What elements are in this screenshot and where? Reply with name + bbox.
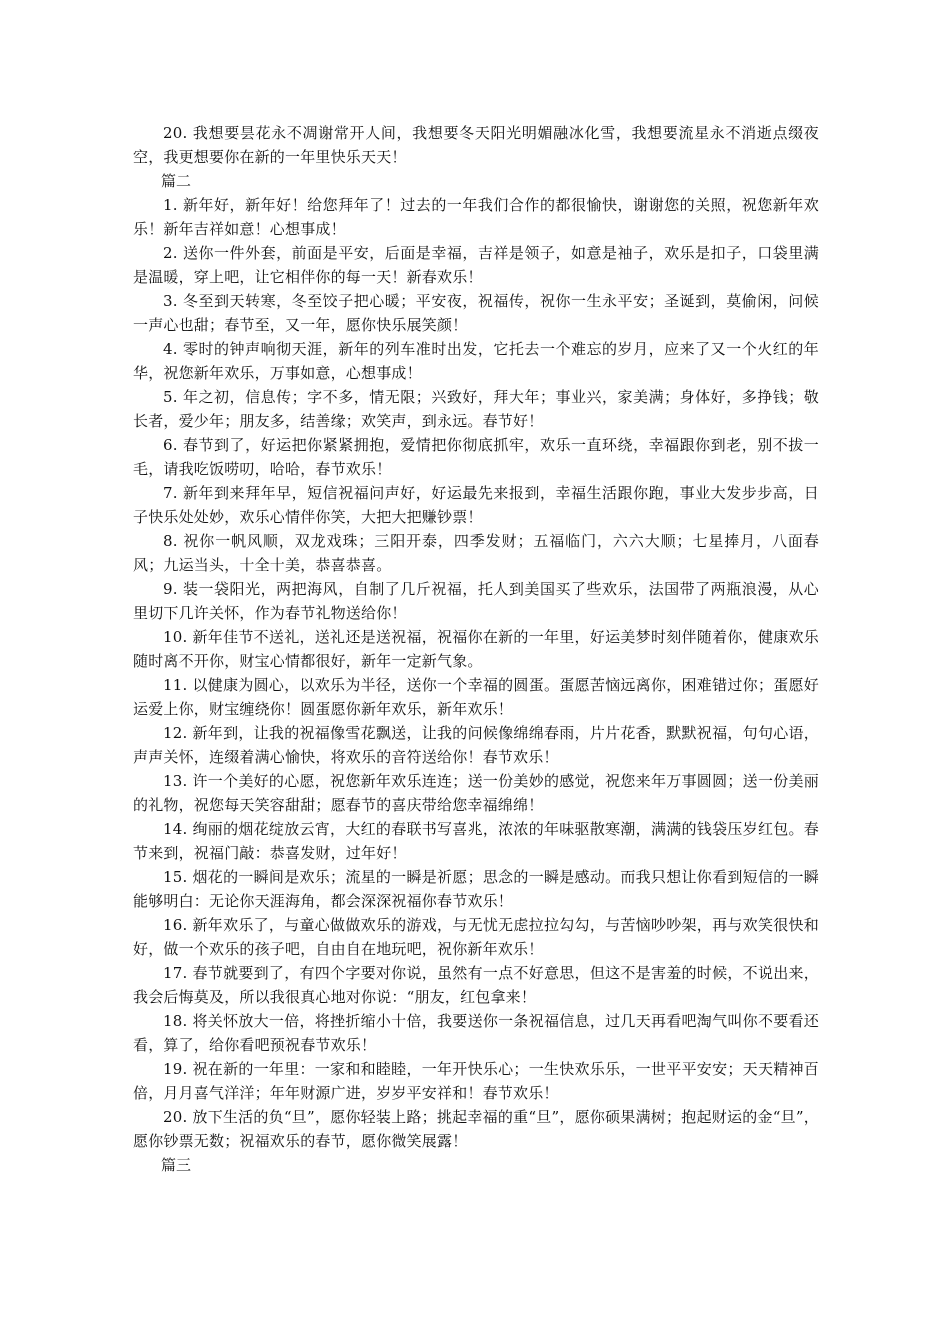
section-heading-part2: 篇二 — [161, 172, 192, 190]
paragraph-5: 5. 年之初，信息传；字不多，情无限；兴致好，拜大年；事业兴，家美满；身体好，多挣钱；敬长者，爱少年；朋友多，结善缘；欢笑声，到永远。春节好！ — [133, 388, 819, 430]
paragraph-15: 15. 烟花的一瞬间是欢乐；流星的一瞬是祈愿；思念的一瞬是感动。而我只想让你看到短信的一瞬能够明白：无论你天涯海角，都会深深祝福你春节欢乐！ — [133, 868, 819, 910]
paragraph-17: 17. 春节就要到了，有四个字要对你说，虽然有一点不好意思，但这不是害羞的时候，不说出来，我会后悔莫及，所以我很真心地对你说：“朋友，红包拿来！ — [133, 964, 819, 1006]
paragraph-12: 12. 新年到，让我的祝福像雪花飘送，让我的问候像绵绵春雨，片片花香，默默祝福，句句心语，声声关怀，连缀着满心愉快，将欢乐的音符送给你！春节欢乐！ — [133, 724, 819, 766]
paragraph-1: 1. 新年好，新年好！给您拜年了！过去的一年我们合作的都很愉快，谢谢您的关照，祝您新年欢乐！新年吉祥如意！心想事成！ — [133, 196, 819, 238]
paragraph-8: 8. 祝你一帆风顺，双龙戏珠；三阳开泰，四季发财；五福临门，六六大顺；七星捧月，八面春风；九运当头，十全十美，恭喜恭喜。 — [133, 532, 819, 574]
document-body — [133, 121, 819, 1177]
paragraph-18: 18. 将关怀放大一倍，将挫折缩小十倍，我要送你一条祝福信息，过几天再看吧淘气叫你不要看还看，算了，给你看吧预祝春节欢乐！ — [133, 1012, 819, 1054]
paragraph-9: 9. 装一袋阳光，两把海风，自制了几斤祝福，托人到美国买了些欢乐，法国带了两瓶浪漫，从心里切下几许关怀，作为春节礼物送给你！ — [133, 580, 819, 622]
paragraph-10: 10. 新年佳节不送礼，送礼还是送祝福，祝福你在新的一年里，好运美梦时刻伴随着你，健康欢乐随时离不开你，财宝心情都很好，新年一定新气象。 — [133, 628, 819, 670]
paragraph-3: 3. 冬至到天转寒，冬至饺子把心暖；平安夜，祝福传，祝你一生永平安；圣诞到，莫偷闲，问候一声心也甜；春节至，又一年，愿你快乐展笑颜！ — [133, 292, 819, 334]
paragraph-20-part1: 20. 我想要昙花永不凋谢常开人间，我想要冬天阳光明媚融冰化雪，我想要流星永不消逝点缀夜空，我更想要你在新的一年里快乐天天！ — [133, 124, 819, 166]
paragraph-13: 13. 许一个美好的心愿，祝您新年欢乐连连；送一份美妙的感觉，祝您来年万事圆圆；送一份美丽的礼物，祝您每天笑容甜甜；愿春节的喜庆带给您幸福绵绵！ — [133, 772, 819, 814]
paragraph-7: 7. 新年到来拜年早，短信祝福问声好，好运最先来报到，幸福生活跟你跑，事业大发步步高，日子快乐处处妙，欢乐心情伴你笑，大把大把赚钞票！ — [133, 484, 819, 526]
paragraph-11: 11. 以健康为圆心，以欢乐为半径，送你一个幸福的圆蛋。蛋愿苦恼远离你，困难错过你；蛋愿好运爱上你，财宝缠绕你！圆蛋愿你新年欢乐，新年欢乐！ — [133, 676, 819, 718]
paragraph-6: 6. 春节到了，好运把你紧紧拥抱，爱情把你彻底抓牢，欢乐一直环绕，幸福跟你到老，别不拔一毛，请我吃饭唠叨，哈哈，春节欢乐！ — [133, 436, 819, 478]
section-heading-part3: 篇三 — [161, 1156, 192, 1174]
paragraph-4: 4. 零时的钟声响彻天涯，新年的列车准时出发，它托去一个难忘的岁月，应来了又一个火红的年华，祝您新年欢乐，万事如意，心想事成！ — [133, 340, 819, 382]
paragraph-19: 19. 祝在新的一年里：一家和和睦睦，一年开快乐心；一生快欢乐乐，一世平平安安；天天精神百倍，月月喜气洋洋；年年财源广进，岁岁平安祥和！春节欢乐！ — [133, 1060, 819, 1102]
paragraph-16: 16. 新年欢乐了，与童心做做欢乐的游戏，与无忧无虑拉拉勾勾，与苦恼吵吵架，再与欢笑很快和好，做一个欢乐的孩子吧，自由自在地玩吧，祝你新年欢乐！ — [133, 916, 819, 958]
paragraph-14: 14. 绚丽的烟花绽放云宵，大红的春联书写喜兆，浓浓的年味驱散寒潮，满满的钱袋压岁红包。春节来到，祝福门敲：恭喜发财，过年好！ — [133, 820, 819, 862]
paragraph-20: 20. 放下生活的负“旦”，愿你轻装上路；挑起幸福的重“旦”，愿你硕果满树；抱起财运的金“旦”，愿你钞票无数；祝福欢乐的春节，愿你微笑展露！ — [133, 1108, 819, 1150]
paragraph-2: 2. 送你一件外套，前面是平安，后面是幸福，吉祥是领子，如意是袖子，欢乐是扣子，口袋里满是温暖，穿上吧，让它相伴你的每一天！新春欢乐！ — [133, 244, 819, 286]
